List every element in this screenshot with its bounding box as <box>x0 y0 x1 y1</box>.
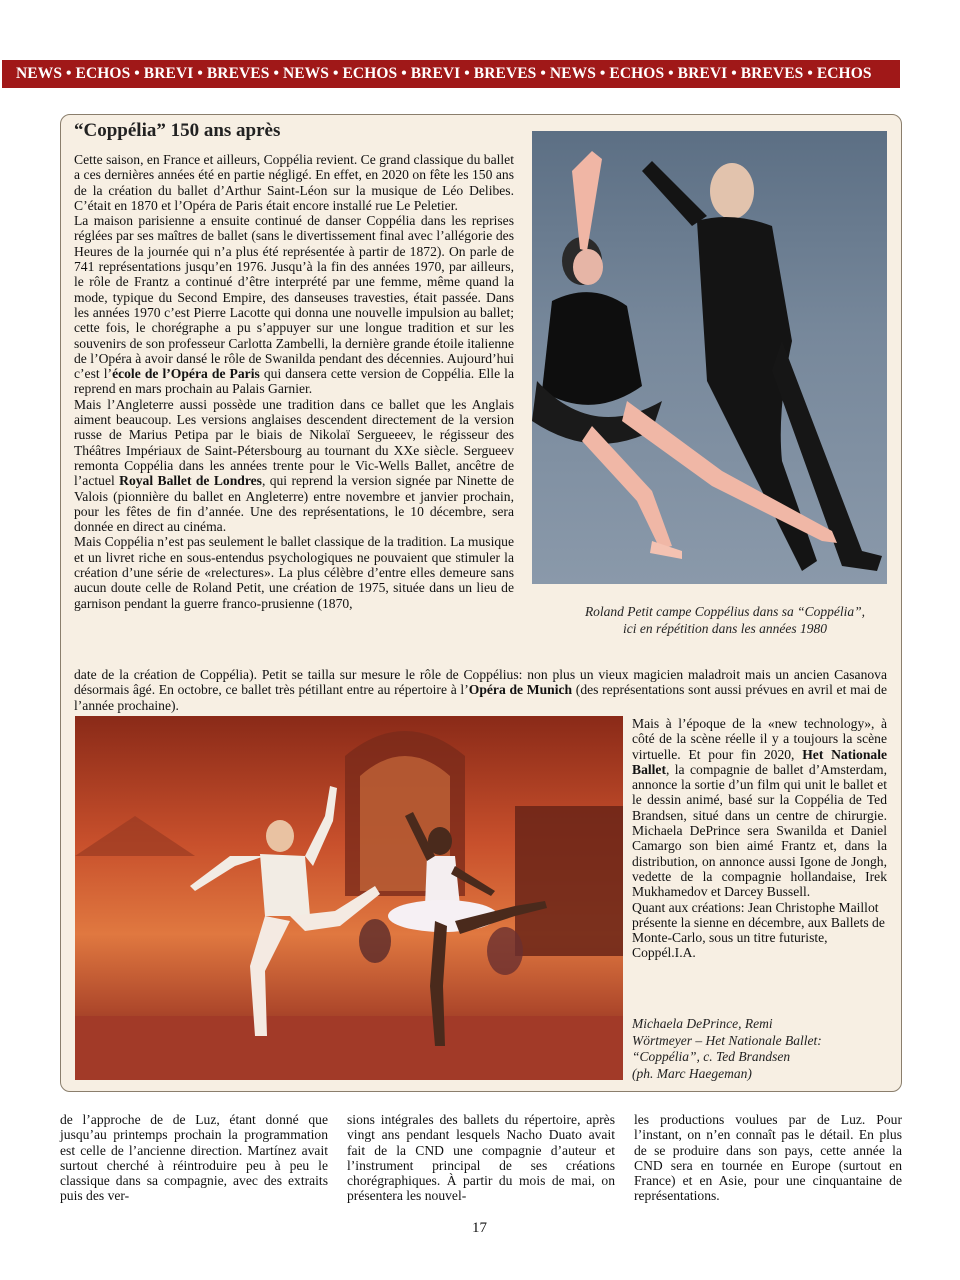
paragraph-3: Mais l’Angleterre aussi possède une tradition dans ce ballet que les Anglais aiment beaucoup. Les versions anglaises descendent directement de la version russe de Marius Petipa par le biais de Nikolaï Sergueeev, le régisseur des Théâtres Impériaux de Saint-Pétersbourg au tournant du XXe siècle. Sergueev remonta Coppélia dans les années trente pour le Vic-Wells Ballet, ancêtre de l’actuel Royal Ballet de Londres, qui reprend la version signée par Ninette de Valois (pionnière du ballet en Angleterre) entre novembre et janvier prochain, pour les fêtes de fin d’année. Une des représentations, le 10 décembre, sera donnée en direct au cinéma. <box>74 396 514 535</box>
photo-roland-petit-rehearsal <box>532 131 887 584</box>
paragraph-4-continued: date de la création de Coppélia). Petit se tailla sur mesure le rôle de Coppélius: non plus un vieux magicien maladroit mais un ancien Casanova désormais âgé. En octobre, ce ballet très pétillant entre au répertoire à l’Opéra de Munich (des représentations sont aussi prévues en avril et mai de l’année prochaine). <box>74 667 887 713</box>
photo-het-nationale-ballet <box>75 716 623 1080</box>
caption-photo2: Michaela DePrince, Remi Wörtmeyer – Het Nationale Ballet: “Coppélia”, c. Ted Brandsen (ph. Marc Haegeman) <box>632 1016 822 1081</box>
paragraph-5: Mais à l’époque de la «new technology», à côté de la scène réelle il y a toujours la scène virtuelle. Et pour fin 2020, Het Nationale Ballet, la compagnie de ballet d’Amsterdam, annonce la sortie d’un film qui unit le ballet et le dessin animé, basé sur la Coppélia de Ted Brandsen, situé dans un centre de chirurgie. Michaela DePrince sera Swanilda et Daniel Camargo son bien aimé Frantz et, dans la distribution, on annonce aussi Igone de Jongh, vedette de la compagnie hollandaise, Irek Mukhamedov et Darcey Bussell. <box>632 716 888 900</box>
article-title: “Coppélia” 150 ans après <box>74 120 281 141</box>
bottom-column-3: les productions voulues par de Luz. Pour l’instant, on n’en connaît pas le détail. En plus de se produire dans son pays, cette année la CND sera en tournée en Europe (surtout en France) et en Asie, pour une cinquantaine de représentations. <box>634 1112 902 1204</box>
caption-photo1: Roland Petit campe Coppélius dans sa “Coppélia”, ici en répétition dans les années 1980 <box>584 604 866 636</box>
stage-illustration <box>75 716 623 1080</box>
article-body-left <box>74 152 514 611</box>
paragraph-6: Quant aux créations: Jean Christophe Maillot présente la sienne en décembre, aux Ballets de Monte-Carlo, sous un titre futuriste, Coppél.I.A. <box>632 899 885 961</box>
article-body-wide <box>74 667 887 713</box>
paragraph-4: Mais Coppélia n’est pas seulement le ballet classique de la tradition. La musique et un livret riche en sous-entendus psychologiques ne pouvaient que stimuler la création d’une série de «relectures». La plus célèbre d’entre elles demeure sans aucun doute celle de Roland Petit, une création de 1975, située dans un lieu de garnison pendant la guerre franco-prusienne (1870, <box>74 534 514 611</box>
paragraph-1: Cette saison, en France et ailleurs, Coppélia revient. Ce grand classique du ballet a ces dernières années été en partie négligé. En effet, en 2020 on fête les 150 ans de la création du ballet d’Arthur Saint-Léon sur la musique de Léo Delibes. C’était en 1870 et l’Opéra de Paris était encore installé rue Le Peletier. <box>74 152 514 213</box>
bottom-column-2: sions intégrales des ballets du répertoire, après vingt ans pendant lesquels Nacho Duato avait fait de la CND une compagnie d’auteur et l’instrument principal de ses créations chorégraphiques. À partir du mois de mai, on présentera les nouvel- <box>347 1112 615 1204</box>
paragraph-2: La maison parisienne a ensuite continué de danser Coppélia dans les reprises réglées par ses maîtres de ballet (sans le divertissement final avec l’allégorie des Heures de la journée qui n’a plus été représentée à partir de 1872). On parle de 741 représentations jusqu’en 1976. Jusqu’à la fin des années 1970, par ailleurs, le rôle de Frantz a continué d’être interprété par une femme, même quand la mode, typique du Second Empire, des danseuses travesties, était passée. Dans les années 1970 c’est Pierre Lacotte qui donna une nouvelle impulsion au ballet; cette fois, le chorégraphe a pu s’appuyer sur une longue tradition et sur les souvenirs de son professeur Carlotta Zambelli, la dernière grande étoile italienne de l’Opéra à avoir dansé le rôle de Swanilda pendant des décennies. Aujourd’hui c’est l’école de l’Opéra de Paris qui dansera cette version de Coppélia. Elle la reprend en mars prochain au Palais Garnier. <box>74 213 514 397</box>
article-body-right <box>632 716 887 961</box>
page-number: 17 <box>472 1220 487 1236</box>
bottom-column-1: de l’approche de de Luz, étant donné que jusqu’au printemps prochain la programmation est celle de l’ancienne direction. Martínez avait surtout cherché à réintroduire peu à peu le classique dans sa compagnie, avec des extraits puis des ver- <box>60 1112 328 1204</box>
section-banner: NEWS • ECHOS • BREVI • BREVES • NEWS • ECHOS • BREVI • BREVES • NEWS • ECHOS • BREVI • BREVES • ECHOS <box>2 60 900 88</box>
rehearsal-illustration <box>532 131 887 584</box>
